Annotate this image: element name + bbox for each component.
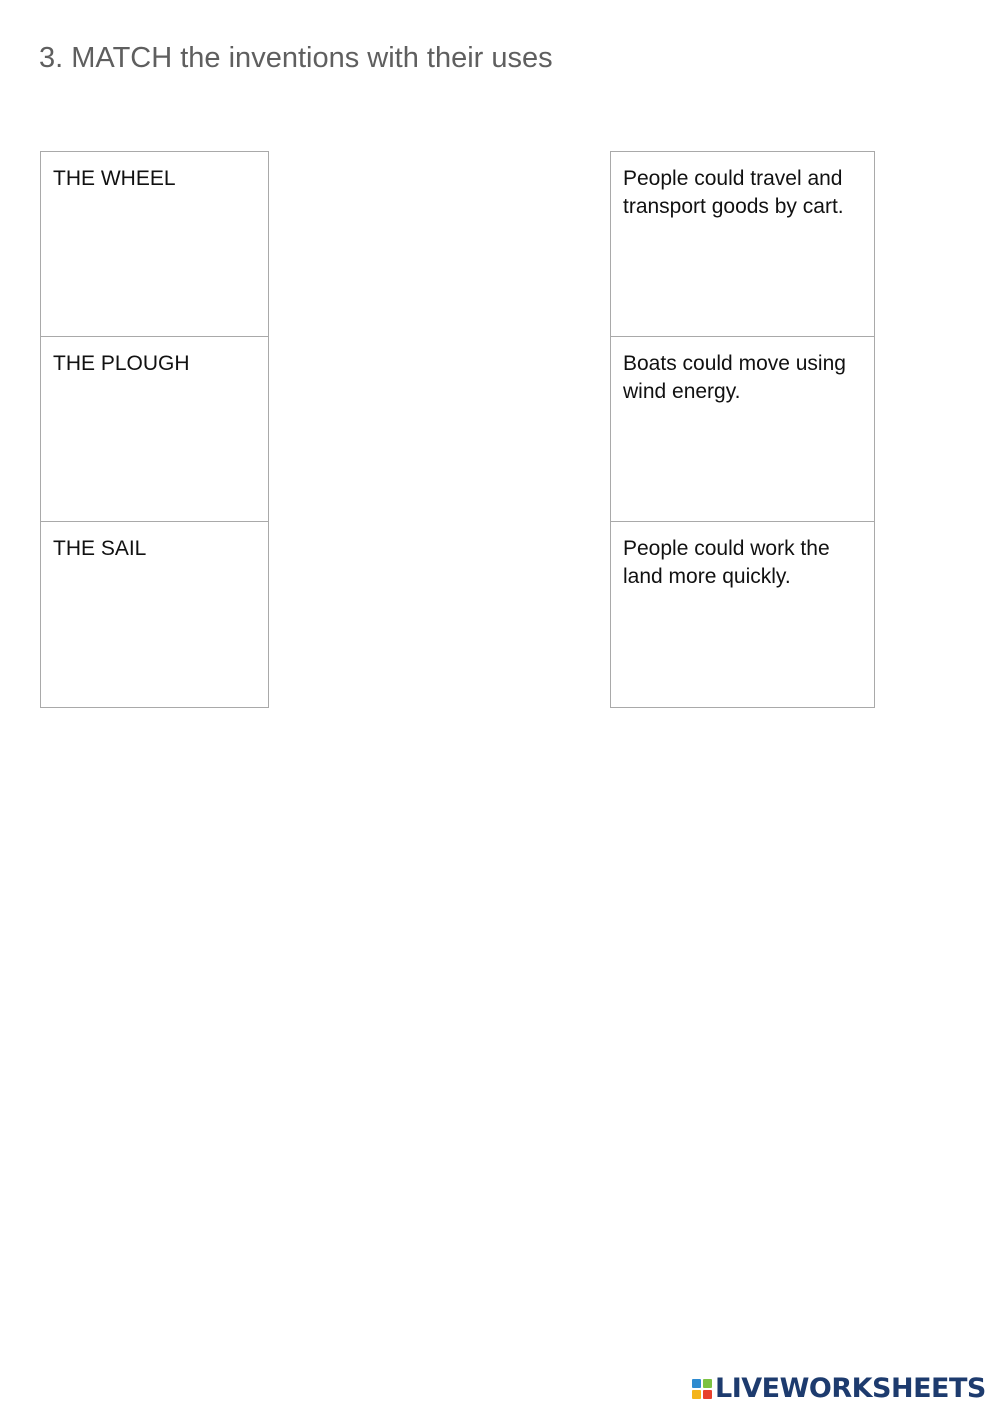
use-cell[interactable]: People could work the land more quickly. <box>623 537 830 588</box>
use-cell[interactable]: Boats could move using wind energy. <box>611 337 874 522</box>
invention-cell[interactable]: THE SAIL <box>53 537 147 560</box>
invention-cell[interactable]: THE PLOUGH <box>41 337 268 522</box>
uses-column <box>610 151 875 708</box>
page-title: 3. MATCH the inventions with their uses <box>39 42 553 74</box>
liveworksheets-logo-icon <box>692 1379 712 1399</box>
invention-cell[interactable]: THE WHEEL <box>41 152 268 337</box>
use-cell[interactable]: People could travel and transport goods by cart. <box>611 152 874 337</box>
brand-name: LIVEWORKSHEETS <box>715 1373 986 1404</box>
inventions-column <box>40 151 269 708</box>
liveworksheets-logo <box>692 1373 986 1404</box>
